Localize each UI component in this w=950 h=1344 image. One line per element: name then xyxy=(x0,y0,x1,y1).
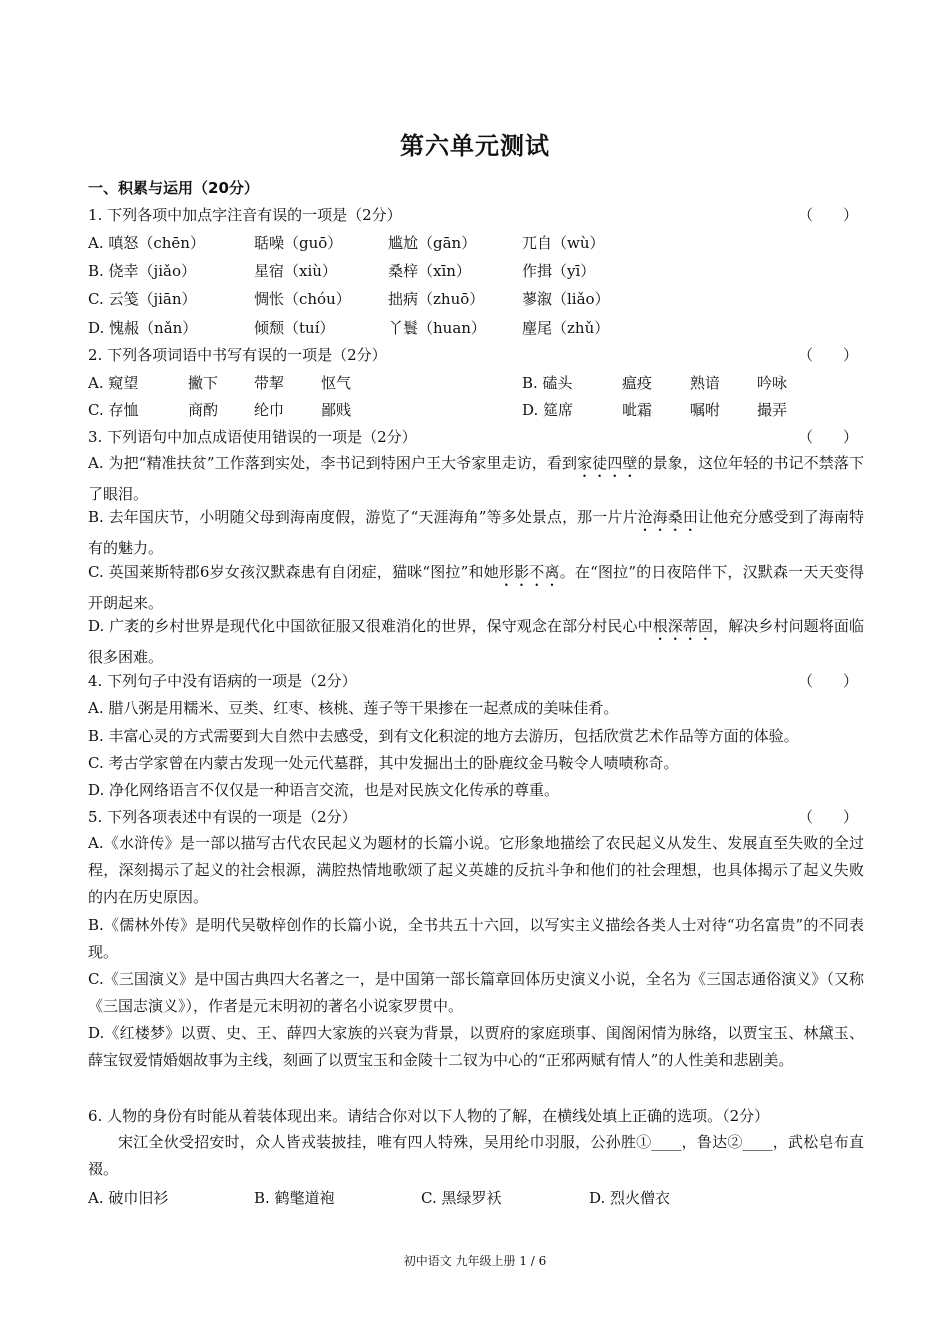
q2-word: 呲霜 xyxy=(622,401,653,419)
q5-option-d: D.《红楼梦》以贾、史、王、薛四大家族的兴衰为背景，以贾府的家庭琐事、闺阁闲情为脉络，以贾宝玉、林黛玉、薛宝钗爱情婚姻故事为主线，刻画了以贾宝玉和金陵十二钗为中心的“正邪两赋有情人”的人性美和悲剧美。 xyxy=(88,1024,864,1069)
q2-word: 撮弄 xyxy=(757,401,788,419)
q2-option: A. 窥望 xyxy=(88,374,139,392)
q2-word: 熟谙 xyxy=(690,374,721,392)
answer-bracket-3: （ ） xyxy=(798,428,859,446)
q1-option: 蓼溆（liǎo） xyxy=(522,290,610,308)
q1-option: 倾颓（tuí） xyxy=(254,319,335,337)
q1-option: B. 侥幸（jiǎo） xyxy=(88,262,196,280)
q2-word: 瘟疫 xyxy=(622,374,653,392)
q1-option: 麈尾（zhǔ） xyxy=(522,319,610,337)
q2-word: 怄气 xyxy=(321,374,352,392)
question-1-stem: 1. 下列各项中加点字注音有误的一项是（2分） xyxy=(88,206,402,224)
answer-bracket-4: （ ） xyxy=(798,672,859,690)
q4-option: B. 丰富心灵的方式需要到大自然中去感受，到有文化积淀的地方去游历，包括欣赏艺术作品等方面的体验。 xyxy=(88,727,799,745)
answer-bracket-5: （ ） xyxy=(798,808,859,826)
q1-option: 丫鬟（huan） xyxy=(388,319,486,337)
q1-option: D. 愧赧（nǎn） xyxy=(88,319,198,337)
q1-option: 尴尬（gān） xyxy=(388,234,477,252)
answer-bracket-2: （ ） xyxy=(798,346,859,364)
q2-option: C. 存恤 xyxy=(88,401,139,419)
q3-option-d: D. 广袤的乡村世界是现代化中国欲征服又很难消化的世界，保守观念在部分村民心中根深蒂固，解决乡村问题将面临很多困难。 xyxy=(88,617,864,666)
q6-passage: 宋江全伙受招安时，众人皆戎装披挂，唯有四人特殊，吴用纶巾羽服，公孙胜①____，鲁达②____，武松皂布直裰。 xyxy=(88,1133,864,1178)
q2-word: 带挈 xyxy=(254,374,285,392)
q3-option-b: B. 去年国庆节，小明随父母到海南度假，游览了“天涯海角”等多处景点，那一片片沧海桑田让他充分感受到了海南特有的魅力。 xyxy=(88,508,864,557)
q4-option: D. 净化网络语言不仅仅是一种语言交流，也是对民族文化传承的尊重。 xyxy=(88,781,560,799)
q5-option-b: B.《儒林外传》是明代吴敬梓创作的长篇小说，全书共五十六回，以写实主义描绘各类人士对待“功名富贵”的不同表现。 xyxy=(88,916,864,961)
q2-word: 商酌 xyxy=(188,401,219,419)
q2-word: 撇下 xyxy=(188,374,219,392)
page-title: 第六单元测试 xyxy=(400,132,550,160)
emphasized-idiom: 形影不离 xyxy=(498,563,560,581)
emphasized-idiom: 沧海桑田 xyxy=(637,508,698,526)
question-5-stem: 5. 下列各项表述中有误的一项是（2分） xyxy=(88,808,357,826)
q1-option: 聒噪（guō） xyxy=(254,234,343,252)
q1-option: 拙病（zhuō） xyxy=(388,290,485,308)
q2-word: 纶巾 xyxy=(254,401,285,419)
q2-option: D. 筵席 xyxy=(522,401,574,419)
question-4-stem: 4. 下列句子中没有语病的一项是（2分） xyxy=(88,672,357,690)
q5-option-c: C.《三国演义》是中国古典四大名著之一，是中国第一部长篇章回体历史演义小说，全名为《三国志通俗演义》（又称《三国志演义》），作者是元末明初的著名小说家罗贯中。 xyxy=(88,970,864,1015)
q2-word: 鄙贱 xyxy=(321,401,352,419)
q1-option: 作揖（yī） xyxy=(522,262,596,280)
question-6-stem: 6. 人物的身份有时能从着装体现出来。请结合你对以下人物的了解，在横线处填上正确的选项。（2分） xyxy=(88,1107,770,1125)
q6-option: A. 破巾旧衫 xyxy=(88,1189,169,1207)
q1-option: C. 云笺（jiān） xyxy=(88,290,197,308)
section-heading: 一、积累与运用（20分） xyxy=(88,179,259,197)
q1-option: 星宿（xiù） xyxy=(254,262,337,280)
q1-option: 惆怅（chóu） xyxy=(254,290,351,308)
q2-option: B. 磕头 xyxy=(522,374,573,392)
answer-bracket-1: （ ） xyxy=(798,206,859,224)
emphasized-idiom: 家徒四壁 xyxy=(577,454,638,472)
q1-option: 兀自（wù） xyxy=(522,234,605,252)
q6-option: C. 黑绿罗袄 xyxy=(421,1189,502,1207)
q3-option-c: C. 英国莱斯特郡6岁女孩汉默森患有自闭症，猫咪“图拉”和她形影不离。在“图拉”的日夜陪伴下，汉默森一天天变得开朗起来。 xyxy=(88,563,864,612)
q6-option: D. 烈火僧衣 xyxy=(589,1189,671,1207)
q1-option: A. 嗔怒（chēn） xyxy=(88,234,205,252)
question-2-stem: 2. 下列各项词语中书写有误的一项是（2分） xyxy=(88,346,387,364)
q2-word: 嘱咐 xyxy=(690,401,721,419)
emphasized-idiom: 根深蒂固 xyxy=(652,617,714,635)
q4-option: C. 考古学家曾在内蒙古发现一处元代墓群，其中发掘出土的卧鹿纹金马鞍令人啧啧称奇。 xyxy=(88,754,679,772)
q4-option: A. 腊八粥是用糯米、豆类、红枣、核桃、莲子等干果掺在一起煮成的美味佳肴。 xyxy=(88,699,619,717)
q2-word: 吟咏 xyxy=(757,374,788,392)
q5-option-a: A.《水浒传》是一部以描写古代农民起义为题材的长篇小说。它形象地描绘了农民起义从发生、发展直至失败的全过程，深刻揭示了起义的社会根源，满腔热情地歌颂了起义英雄的反抗斗争和他们的社会理想，也具体揭示了起义失败的内在历史原因。 xyxy=(88,834,864,906)
q1-option: 桑梓（xīn） xyxy=(388,262,471,280)
q3-option-a: A. 为把“精准扶贫”工作落到实处，李书记到特困户王大爷家里走访，看到家徒四壁的景象，这位年轻的书记不禁落下了眼泪。 xyxy=(88,454,864,503)
q6-option: B. 鹤氅道袍 xyxy=(254,1189,335,1207)
question-3-stem: 3. 下列语句中加点成语使用错误的一项是（2分） xyxy=(88,428,417,446)
page-footer: 初中语文 九年级上册 1 / 6 xyxy=(403,1254,547,1268)
